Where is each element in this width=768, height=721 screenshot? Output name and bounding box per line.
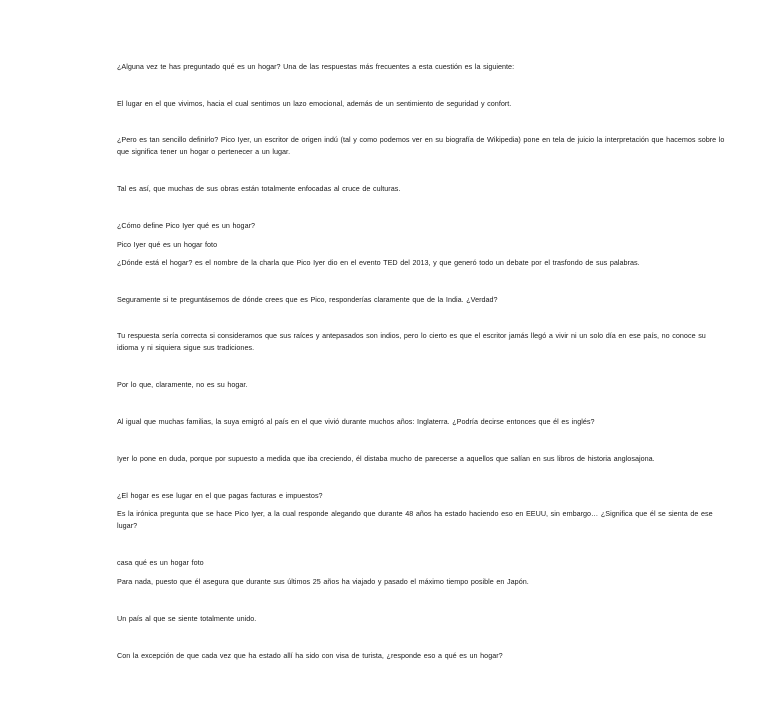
paragraph-tourist-visa: Con la excepción de que cada vez que ha estado allí ha sido con visa de turista, ¿responde eso a qué es un hogar? [117, 651, 503, 660]
paragraph-roots: Tu respuesta sería correcta si consideramos que sus raíces y antepasados son indios, pero lo cierto es que el escritor jamás llegó a vivir ni un solo día en ese país, no conoce su idioma y ni siquiera sigue sus tradiciones. [117, 331, 706, 352]
paragraph-united: Un país al que se siente totalmente unido. [117, 614, 257, 623]
paragraph-ted-talk: ¿Dónde está el hogar? es el nombre de la charla que Pico Iyer dio en el evento TED del 2013, y que generó todo un debate por el trasfondo de sus palabras. [117, 258, 640, 267]
paragraph-pico-iyer-intro: ¿Pero es tan sencillo definirlo? Pico Iyer, un escritor de origen indú (tal y como podemos ver en su biografía de Wikipedia) pone en tela de juicio la interpretación que hacemos sobre lo que significa tener un hogar o pertenecer a un lugar. [117, 135, 725, 156]
paragraph-anglo-history: Iyer lo pone en duda, porque por supuesto a medida que iba creciendo, él distaba mucho de parecerse a aquellos que salían en sus libros de historia anglosajona. [117, 454, 655, 463]
image-caption-pico-iyer: Pico Iyer qué es un hogar foto [117, 240, 218, 249]
paragraph-england: Al igual que muchas familias, la suya emigró al país en el que vivió durante muchos años: Inglaterra. ¿Podría decirse entonces que él es inglés? [117, 417, 595, 426]
paragraph-home-definition: El lugar en el que vivimos, hacia el cual sentimos un lazo emocional, además de un sentimiento de seguridad y confort. [117, 99, 512, 108]
heading-bills-taxes: ¿El hogar es ese lugar en el que pagas facturas e impuestos? [117, 491, 323, 500]
paragraph-ironic-question: Es la irónica pregunta que se hace Pico Iyer, a la cual responde alegando que durante 48 años ha estado haciendo eso en EEUU, sin embargo… ¿Significa que él se sienta de ese lugar? [117, 509, 713, 530]
paragraph-where-from: Seguramente si te preguntásemos de dónde crees que es Pico, responderías claramente que de la India. ¿Verdad? [117, 295, 498, 304]
paragraph-cultures: Tal es así, que muchas de sus obras están totalmente enfocadas al cruce de culturas. [117, 184, 401, 193]
heading-how-pico-defines: ¿Cómo define Pico Iyer qué es un hogar? [117, 221, 256, 230]
paragraph-intro-question: ¿Alguna vez te has preguntado qué es un hogar? Una de las respuestas más frecuentes a esta cuestión es la siguiente: [117, 62, 515, 71]
image-caption-house: casa qué es un hogar foto [117, 558, 204, 567]
paragraph-not-home: Por lo que, claramente, no es su hogar. [117, 380, 248, 389]
paragraph-japan: Para nada, puesto que él asegura que durante sus últimos 25 años ha viajado y pasado el máximo tiempo posible en Japón. [117, 577, 529, 586]
